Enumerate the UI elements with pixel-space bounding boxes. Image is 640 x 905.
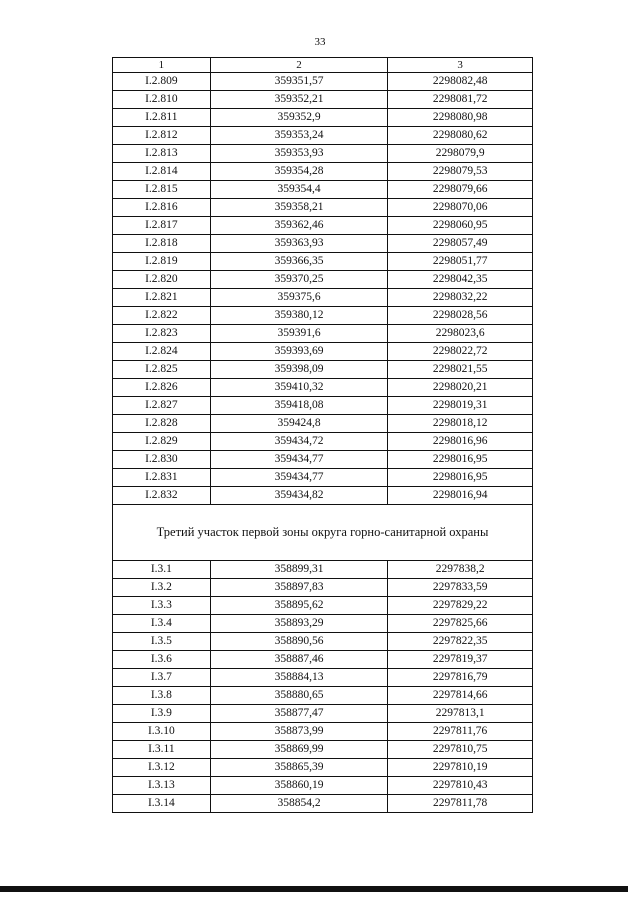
y-coordinate-cell: 2297810,19 xyxy=(388,759,533,777)
y-coordinate-cell: 2298016,95 xyxy=(388,469,533,487)
point-id-cell: I.2.818 xyxy=(113,235,211,253)
y-coordinate-cell: 2297811,76 xyxy=(388,723,533,741)
y-coordinate-cell: 2298079,66 xyxy=(388,181,533,199)
table-row xyxy=(113,759,533,777)
y-coordinate-cell: 2298060,95 xyxy=(388,217,533,235)
table-row xyxy=(113,415,533,433)
point-id-cell: I.2.810 xyxy=(113,91,211,109)
x-coordinate-cell: 359410,32 xyxy=(210,379,388,397)
table-row xyxy=(113,469,533,487)
point-id-cell: I.2.811 xyxy=(113,109,211,127)
y-coordinate-cell: 2298023,6 xyxy=(388,325,533,343)
y-coordinate-cell: 2297822,35 xyxy=(388,633,533,651)
point-id-cell: I.3.8 xyxy=(113,687,211,705)
point-id-cell: I.2.820 xyxy=(113,271,211,289)
point-id-cell: I.3.9 xyxy=(113,705,211,723)
table-row xyxy=(113,91,533,109)
table-row xyxy=(113,379,533,397)
table-row xyxy=(113,253,533,271)
y-coordinate-cell: 2298020,21 xyxy=(388,379,533,397)
y-coordinate-cell: 2298016,95 xyxy=(388,451,533,469)
table-row xyxy=(113,271,533,289)
point-id-cell: I.2.827 xyxy=(113,397,211,415)
table-row xyxy=(113,343,533,361)
y-coordinate-cell: 2297838,2 xyxy=(388,561,533,579)
y-coordinate-cell: 2297825,66 xyxy=(388,615,533,633)
table-row xyxy=(113,669,533,687)
point-id-cell: I.3.10 xyxy=(113,723,211,741)
coordinates-table-body xyxy=(113,58,533,813)
x-coordinate-cell: 359353,24 xyxy=(210,127,388,145)
section-title: Третий участок первой зоны округа горно-санитарной охраны xyxy=(113,505,533,561)
table-row xyxy=(113,579,533,597)
table-row xyxy=(113,723,533,741)
table-row xyxy=(113,741,533,759)
point-id-cell: I.2.815 xyxy=(113,181,211,199)
x-coordinate-cell: 359375,6 xyxy=(210,289,388,307)
x-coordinate-cell: 359352,21 xyxy=(210,91,388,109)
x-coordinate-cell: 358890,56 xyxy=(210,633,388,651)
x-coordinate-cell: 359418,08 xyxy=(210,397,388,415)
y-coordinate-cell: 2297811,78 xyxy=(388,795,533,813)
coordinates-table xyxy=(112,57,533,813)
y-coordinate-cell: 2298080,62 xyxy=(388,127,533,145)
x-coordinate-cell: 359353,93 xyxy=(210,145,388,163)
y-coordinate-cell: 2297829,22 xyxy=(388,597,533,615)
point-id-cell: I.3.5 xyxy=(113,633,211,651)
x-coordinate-cell: 359434,77 xyxy=(210,451,388,469)
point-id-cell: I.2.809 xyxy=(113,73,211,91)
table-row xyxy=(113,181,533,199)
point-id-cell: I.2.814 xyxy=(113,163,211,181)
x-coordinate-cell: 359358,21 xyxy=(210,199,388,217)
x-coordinate-cell: 359434,77 xyxy=(210,469,388,487)
x-coordinate-cell: 359362,46 xyxy=(210,217,388,235)
table-row xyxy=(113,397,533,415)
x-coordinate-cell: 359354,4 xyxy=(210,181,388,199)
x-coordinate-cell: 359366,35 xyxy=(210,253,388,271)
table-row xyxy=(113,487,533,505)
point-id-cell: I.2.817 xyxy=(113,217,211,235)
point-id-cell: I.3.12 xyxy=(113,759,211,777)
point-id-cell: I.2.823 xyxy=(113,325,211,343)
point-id-cell: I.2.831 xyxy=(113,469,211,487)
point-id-cell: I.2.816 xyxy=(113,199,211,217)
table-row xyxy=(113,361,533,379)
y-coordinate-cell: 2298082,48 xyxy=(388,73,533,91)
x-coordinate-cell: 358895,62 xyxy=(210,597,388,615)
table-row xyxy=(113,795,533,813)
point-id-cell: I.3.4 xyxy=(113,615,211,633)
x-coordinate-cell: 359434,72 xyxy=(210,433,388,451)
x-coordinate-cell: 358854,2 xyxy=(210,795,388,813)
table-row xyxy=(113,687,533,705)
x-coordinate-cell: 358887,46 xyxy=(210,651,388,669)
y-coordinate-cell: 2298028,56 xyxy=(388,307,533,325)
x-coordinate-cell: 359380,12 xyxy=(210,307,388,325)
x-coordinate-cell: 358877,47 xyxy=(210,705,388,723)
point-id-cell: I.3.2 xyxy=(113,579,211,597)
table-row xyxy=(113,633,533,651)
x-coordinate-cell: 359363,93 xyxy=(210,235,388,253)
y-coordinate-cell: 2297833,59 xyxy=(388,579,533,597)
column-header-1: 1 xyxy=(113,58,211,73)
column-header-3: 3 xyxy=(388,58,533,73)
x-coordinate-cell: 359398,09 xyxy=(210,361,388,379)
table-row xyxy=(113,433,533,451)
x-coordinate-cell: 358899,31 xyxy=(210,561,388,579)
x-coordinate-cell: 358880,65 xyxy=(210,687,388,705)
table-row xyxy=(113,307,533,325)
y-coordinate-cell: 2297819,37 xyxy=(388,651,533,669)
table-row xyxy=(113,597,533,615)
point-id-cell: I.2.812 xyxy=(113,127,211,145)
table-row xyxy=(113,615,533,633)
y-coordinate-cell: 2298081,72 xyxy=(388,91,533,109)
point-id-cell: I.3.13 xyxy=(113,777,211,795)
point-id-cell: I.2.813 xyxy=(113,145,211,163)
y-coordinate-cell: 2297816,79 xyxy=(388,669,533,687)
point-id-cell: I.2.829 xyxy=(113,433,211,451)
y-coordinate-cell: 2298018,12 xyxy=(388,415,533,433)
point-id-cell: I.2.826 xyxy=(113,379,211,397)
point-id-cell: I.3.11 xyxy=(113,741,211,759)
x-coordinate-cell: 358897,83 xyxy=(210,579,388,597)
x-coordinate-cell: 358869,99 xyxy=(210,741,388,759)
column-header-2: 2 xyxy=(210,58,388,73)
x-coordinate-cell: 359351,57 xyxy=(210,73,388,91)
y-coordinate-cell: 2298022,72 xyxy=(388,343,533,361)
table-row xyxy=(113,451,533,469)
table-header-row xyxy=(113,58,533,73)
x-coordinate-cell: 359352,9 xyxy=(210,109,388,127)
y-coordinate-cell: 2298016,94 xyxy=(388,487,533,505)
point-id-cell: I.2.830 xyxy=(113,451,211,469)
y-coordinate-cell: 2298042,35 xyxy=(388,271,533,289)
x-coordinate-cell: 358884,13 xyxy=(210,669,388,687)
point-id-cell: I.3.14 xyxy=(113,795,211,813)
y-coordinate-cell: 2298080,98 xyxy=(388,109,533,127)
point-id-cell: I.2.832 xyxy=(113,487,211,505)
bottom-rule xyxy=(0,886,628,892)
x-coordinate-cell: 358860,19 xyxy=(210,777,388,795)
point-id-cell: I.2.822 xyxy=(113,307,211,325)
table-row xyxy=(113,145,533,163)
x-coordinate-cell: 358865,39 xyxy=(210,759,388,777)
table-row xyxy=(113,325,533,343)
y-coordinate-cell: 2298079,53 xyxy=(388,163,533,181)
table-row xyxy=(113,199,533,217)
point-id-cell: I.2.821 xyxy=(113,289,211,307)
table-row xyxy=(113,235,533,253)
point-id-cell: I.2.825 xyxy=(113,361,211,379)
x-coordinate-cell: 358893,29 xyxy=(210,615,388,633)
table-row xyxy=(113,289,533,307)
y-coordinate-cell: 2298021,55 xyxy=(388,361,533,379)
point-id-cell: I.3.1 xyxy=(113,561,211,579)
y-coordinate-cell: 2298070,06 xyxy=(388,199,533,217)
page-number: 33 xyxy=(314,36,326,48)
table-row xyxy=(113,73,533,91)
table-row xyxy=(113,217,533,235)
y-coordinate-cell: 2298057,49 xyxy=(388,235,533,253)
x-coordinate-cell: 359391,6 xyxy=(210,325,388,343)
y-coordinate-cell: 2297810,75 xyxy=(388,741,533,759)
table-row xyxy=(113,109,533,127)
x-coordinate-cell: 359424,8 xyxy=(210,415,388,433)
y-coordinate-cell: 2298016,96 xyxy=(388,433,533,451)
y-coordinate-cell: 2298051,77 xyxy=(388,253,533,271)
x-coordinate-cell: 358873,99 xyxy=(210,723,388,741)
y-coordinate-cell: 2298079,9 xyxy=(388,145,533,163)
y-coordinate-cell: 2298032,22 xyxy=(388,289,533,307)
point-id-cell: I.2.828 xyxy=(113,415,211,433)
table-row xyxy=(113,163,533,181)
point-id-cell: I.3.6 xyxy=(113,651,211,669)
table-row xyxy=(113,777,533,795)
x-coordinate-cell: 359434,82 xyxy=(210,487,388,505)
table-row xyxy=(113,127,533,145)
y-coordinate-cell: 2297814,66 xyxy=(388,687,533,705)
x-coordinate-cell: 359393,69 xyxy=(210,343,388,361)
table-row xyxy=(113,561,533,579)
point-id-cell: I.3.7 xyxy=(113,669,211,687)
y-coordinate-cell: 2298019,31 xyxy=(388,397,533,415)
y-coordinate-cell: 2297810,43 xyxy=(388,777,533,795)
point-id-cell: I.3.3 xyxy=(113,597,211,615)
section-title-row xyxy=(113,505,533,561)
point-id-cell: I.2.824 xyxy=(113,343,211,361)
y-coordinate-cell: 2297813,1 xyxy=(388,705,533,723)
point-id-cell: I.2.819 xyxy=(113,253,211,271)
table-row xyxy=(113,651,533,669)
table-row xyxy=(113,705,533,723)
x-coordinate-cell: 359370,25 xyxy=(210,271,388,289)
x-coordinate-cell: 359354,28 xyxy=(210,163,388,181)
